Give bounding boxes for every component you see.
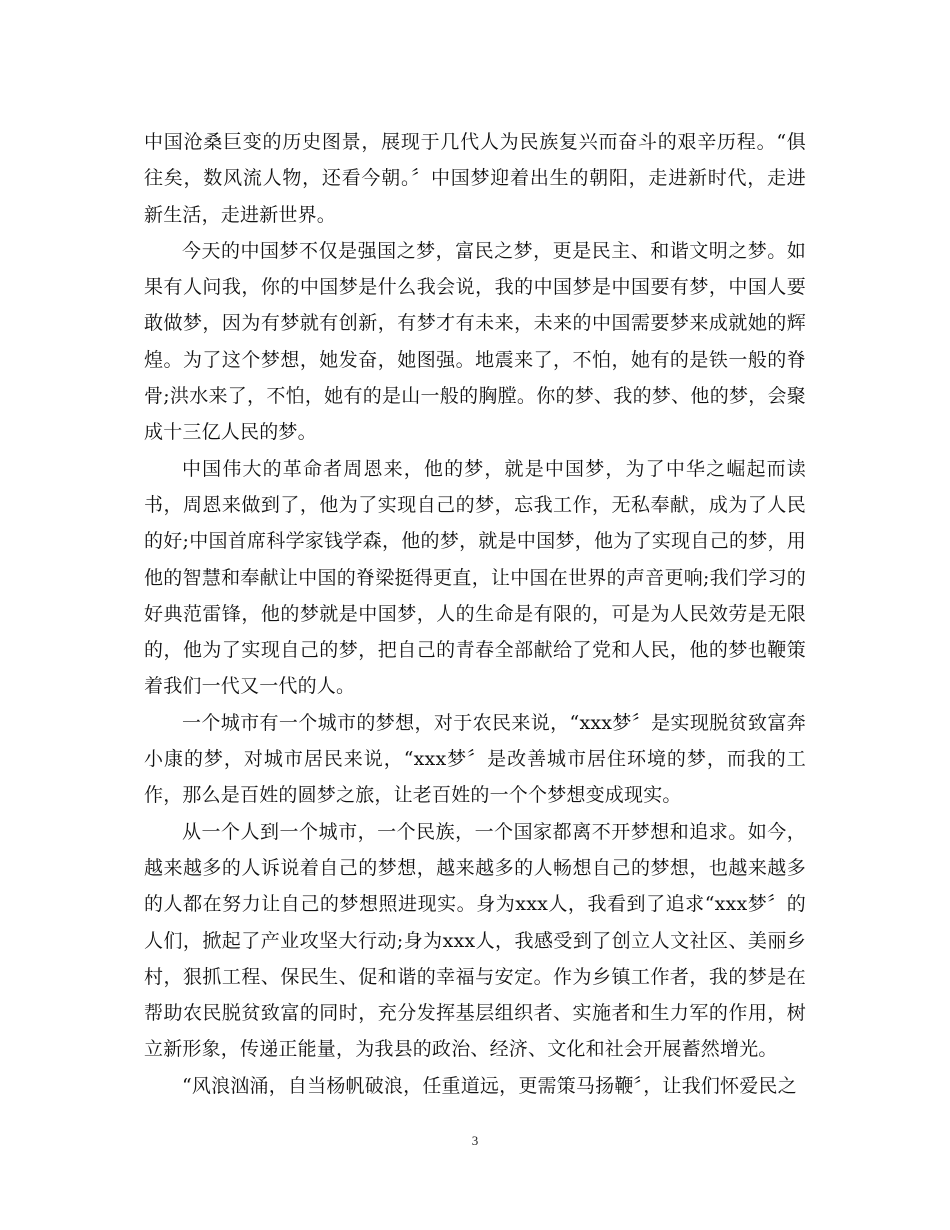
paragraph-5: 从一个人到一个城市，一个民族，一个国家都离不开梦想和追求。如今，越来越多的人诉说着自己的梦想，越来越多的人畅想自己的梦想，也越来越多的人都在努力让自己的梦想照进现实。身为xxx人，我看到了追求“xxx梦〞的人们，掀起了产业攻坚大行动;身为xxx人，我感受到了创立人文社区、美丽乡村，狠抓工程、保民生、促和谐的幸福与安定。作为乡镇工作者，我的梦是在帮助农民脱贫致富的同时，充分发挥基层组织者、实施者和生力军的作用，树立新形象，传递正能量，为我县的政治、经济、文化和社会开展蓄然增光。 xyxy=(144,820,806,1061)
page-number: 3 xyxy=(471,1133,479,1148)
paragraph-3: 中国伟大的革命者周恩来，他的梦，就是中国梦，为了中华之崛起而读书，周恩来做到了，他为了实现自己的梦，忘我工作，无私奉献，成为了人民的好;中国首席科学家钱学森，他的梦，就是中国梦，他为了实现自己的梦，用他的智慧和奉献让中国的脊梁挺得更直，让中国在世界的声音更响;我们学习的好典范雷锋，他的梦就是中国梦，人的生命是有限的，可是为人民效劳是无限的，他为了实现自己的梦，把自己的青春全部献给了党和人民，他的梦也鞭策着我们一代又一代的人。 xyxy=(144,457,806,698)
paragraph-4: 一个城市有一个城市的梦想，对于农民来说，“xxx梦〞是实现脱贫致富奔小康的梦，对城市居民来说，“xxx梦〞是改善城市居住环境的梦，而我的工作，那么是百姓的圆梦之旅，让老百姓的一个个梦想变成现实。 xyxy=(144,711,806,807)
paragraph-6: “风浪汹涌，自当杨帆破浪，任重道远，更需策马扬鞭〞，让我们怀爱民之 xyxy=(182,1074,797,1097)
paragraph-2: 今天的中国梦不仅是强国之梦，富民之梦，更是民主、和谐文明之梦。如果有人问我，你的中国梦是什么我会说，我的中国梦是中国要有梦，中国人要敢做梦，因为有梦就有创新，有梦才有未来，未来的中国需要梦来成就她的辉煌。为了这个梦想，她发奋，她图强。地震来了，不怕，她有的是铁一般的脊骨;洪水来了，不怕，她有的是山一般的胸膛。你的梦、我的梦、他的梦，会聚成十三亿人民的梦。 xyxy=(144,239,806,444)
paragraph-1: 中国沧桑巨变的历史图景，展现于几代人为民族复兴而奋斗的艰辛历程。“俱往矣，数风流人物，还看今朝。〞中国梦迎着出生的朝阳，走进新时代，走进新生活，走进新世界。 xyxy=(144,131,806,226)
document-body xyxy=(144,124,806,1104)
